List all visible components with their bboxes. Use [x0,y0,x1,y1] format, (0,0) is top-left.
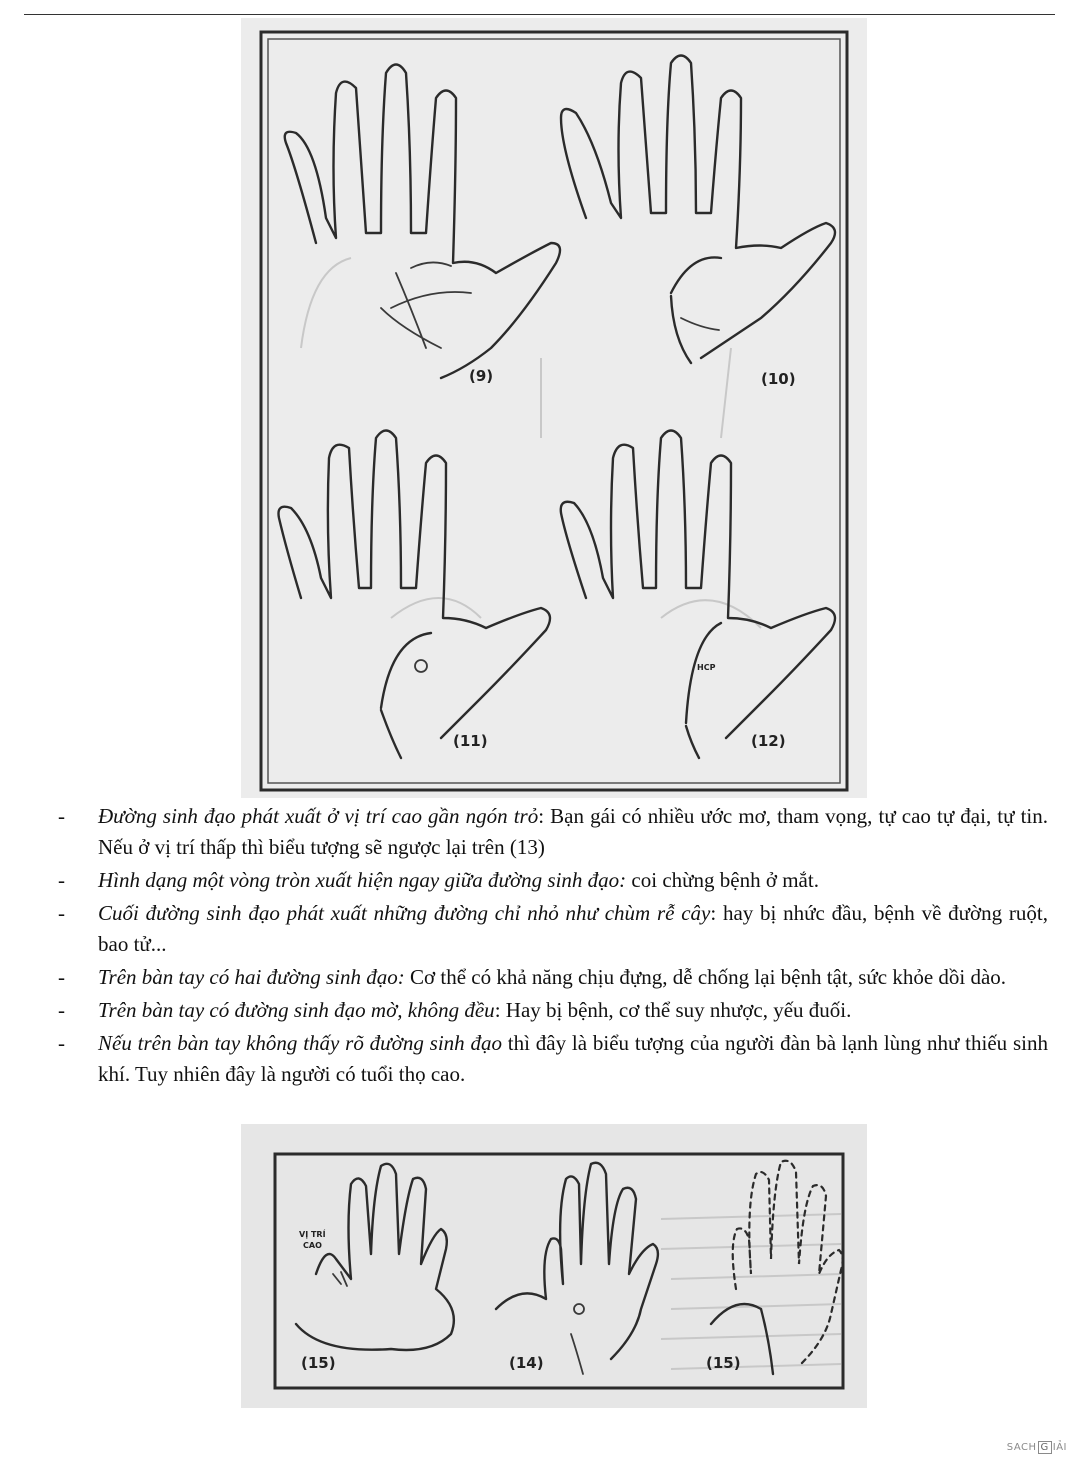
list-item: - Trên bàn tay có hai đường sinh đạo: Cơ thể có khả năng chịu đựng, dễ chống lại bệnh tật, sức khỏe dồi dào. [58,965,1007,989]
sachgiai-logo: SACH G IẢI [1006,1442,1067,1453]
annotation-cao: CAO [303,1241,322,1250]
palm-illustration-bottom [241,1124,867,1408]
list-item: - Hình dạng một vòng tròn xuất hiện ngay giữa đường sinh đạo: coi chừng bệnh ở mắt. [58,868,819,892]
palm-reading-list [58,801,1048,1092]
figure-label-9: (9) [469,367,494,385]
list-item: - Nếu trên bàn tay không thấy rõ đường sinh đạo thì đây là biểu tượng của người đàn bà lạnh lùng như thiếu sinh khí. Tuy nhiên đây là người có tuổi thọ cao. [58,1031,1048,1086]
top-rule [24,14,1055,15]
figure-label-15-left: (15) [301,1354,336,1372]
figure-label-12: (12) [751,732,786,750]
list-item: - Đường sinh đạo phát xuất ở vị trí cao gần ngón trỏ: Bạn gái có nhiều ước mơ, tham vọng, tự cao tự đại, tự tin. Nếu ở vị trí thấp thì biểu tượng sẽ ngược lại trên (13) [58,804,1048,859]
palm-figure-bottom [241,1124,867,1408]
list-item: - Cuối đường sinh đạo phát xuất những đường chỉ nhỏ như chùm rễ cây: hay bị nhức đầu, bệnh về đường ruột, bao tử... [58,901,1048,956]
figure-label-11: (11) [453,732,488,750]
palm-illustration-top [241,18,867,798]
palm-figure-top [241,18,867,798]
figure-label-15-right: (15) [706,1354,741,1372]
list-item: - Trên bàn tay có đường sinh đạo mờ, không đều: Hay bị bệnh, cơ thể suy nhược, yếu đuối. [58,998,852,1022]
annotation-vi-tri: VỊ TRÍ [299,1230,326,1239]
figure-label-14: (14) [509,1354,544,1372]
figure-12-annotation: HCP [697,663,716,672]
figure-label-10: (10) [761,370,796,388]
